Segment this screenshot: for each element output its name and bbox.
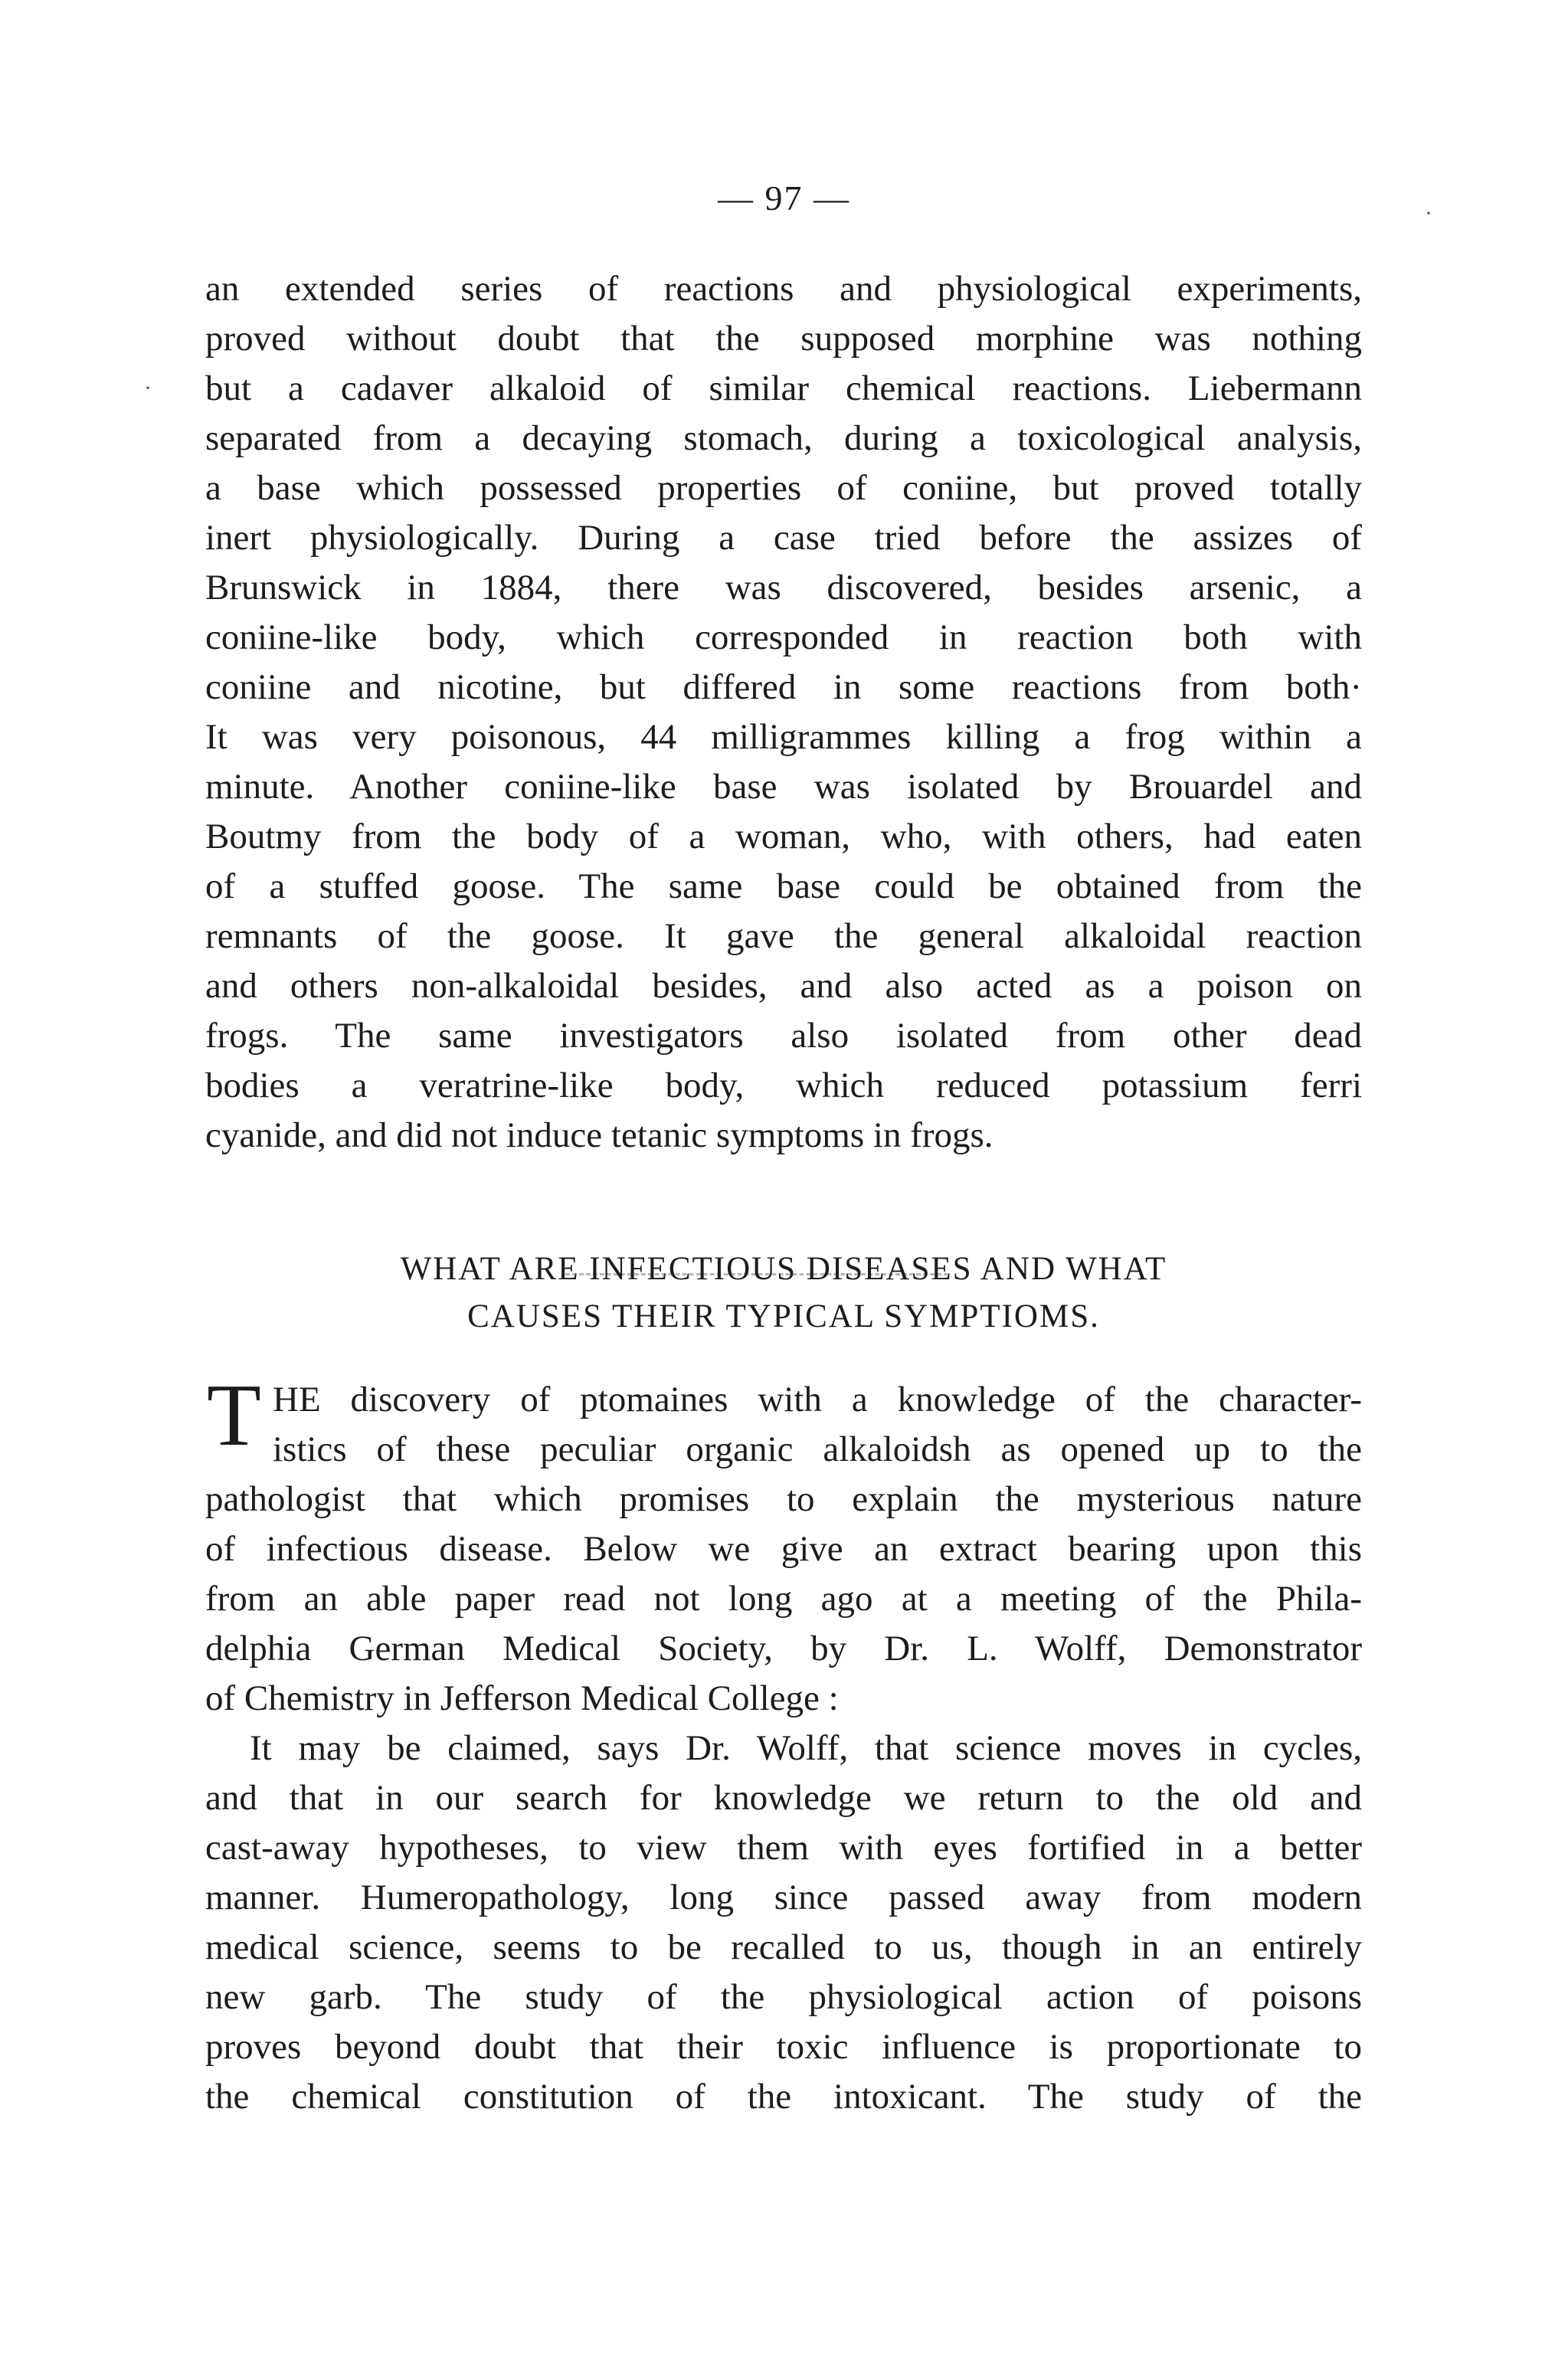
- margin-mark: ·: [144, 375, 152, 401]
- section-heading: [205, 1246, 1362, 1341]
- margin-mark: ·: [1425, 201, 1432, 226]
- text-line: coniine-like body, which corresponded in reaction both with: [205, 617, 1362, 657]
- text-line: cyanide, and did not induce tetanic symptoms in frogs.: [205, 1115, 994, 1155]
- text-line: remnants of the goose. It gave the general alkaloidal reaction: [205, 916, 1362, 956]
- text-line: pathologist that which promises to explain the mysterious nature: [205, 1479, 1362, 1519]
- text-line: Brunswick in 1884, there was discovered, besides arsenic, a: [205, 568, 1362, 607]
- page-number: — 97 —: [718, 178, 850, 218]
- text-line: inert physiologically. During a case tried before the assizes of: [205, 518, 1362, 558]
- paragraph-2: [205, 1375, 1362, 1724]
- text-line: HE discovery of ptomaines with a knowledge of the character-: [273, 1380, 1362, 1419]
- text-line: separated from a decaying stomach, during a toxicological analysis,: [205, 418, 1362, 458]
- text-line: manner. Humeropathology, long since passed away from modern: [205, 1878, 1362, 1917]
- paragraph-3: [205, 1724, 1362, 2122]
- text-line: istics of these peculiar organic alkaloidsh as opened up to the: [273, 1429, 1362, 1469]
- paragraph-1: [205, 264, 1362, 1161]
- heading-line: WHAT ARE INFECTIOUS DISEASES AND WHAT: [400, 1251, 1167, 1287]
- text-line: It was very poisonous, 44 milligrammes killing a frog within a: [205, 717, 1362, 757]
- text-line: and that in our search for knowledge we return to the old and: [205, 1778, 1362, 1818]
- text-line: coniine and nicotine, but differed in some reactions from both·: [205, 667, 1362, 707]
- text-line: proves beyond doubt that their toxic influence is proportionate to: [205, 2027, 1362, 2067]
- text-line: Boutmy from the body of a woman, who, with others, had eaten: [205, 817, 1362, 856]
- text-line: of Chemistry in Jefferson Medical College :: [205, 1678, 839, 1718]
- text-line: and others non-alkaloidal besides, and also acted as a poison on: [205, 966, 1362, 1006]
- text-line: of infectious disease. Below we give an extract bearing upon this: [205, 1529, 1362, 1569]
- drop-cap: T: [207, 1367, 261, 1465]
- text-line: but a cadaver alkaloid of similar chemical reactions. Liebermann: [205, 368, 1362, 408]
- text-line: of a stuffed goose. The same base could be obtained from the: [205, 866, 1362, 906]
- text-line: frogs. The same investigators also isolated from other dead: [205, 1016, 1362, 1056]
- text-line: the chemical constitution of the intoxicant. The study of the: [205, 2077, 1362, 2117]
- text-line: proved without doubt that the supposed morphine was nothing: [205, 319, 1362, 359]
- text-line: new garb. The study of the physiological action of poisons: [205, 1977, 1362, 2017]
- text-line: delphia German Medical Society, by Dr. L. Wolff, Demonstrator: [205, 1629, 1362, 1668]
- text-line: from an able paper read not long ago at a meeting of the Phila-: [205, 1579, 1362, 1619]
- text-line: cast-away hypotheses, to view them with eyes fortified in a better: [205, 1828, 1362, 1868]
- heading-line: CAUSES THEIR TYPICAL SYMPTIOMS.: [467, 1298, 1100, 1334]
- text-line: bodies a veratrine-like body, which reduced potassium ferri: [205, 1066, 1362, 1105]
- text-line: medical science, seems to be recalled to us, though in an entirely: [205, 1927, 1362, 1967]
- text-line: minute. Another coniine-like base was isolated by Brouardel and: [205, 767, 1362, 807]
- text-line: an extended series of reactions and physiological experiments,: [205, 269, 1362, 309]
- text-line: It may be claimed, says Dr. Wolff, that science moves in cycles,: [250, 1728, 1362, 1768]
- text-line: a base which possessed properties of coniine, but proved totally: [205, 468, 1362, 508]
